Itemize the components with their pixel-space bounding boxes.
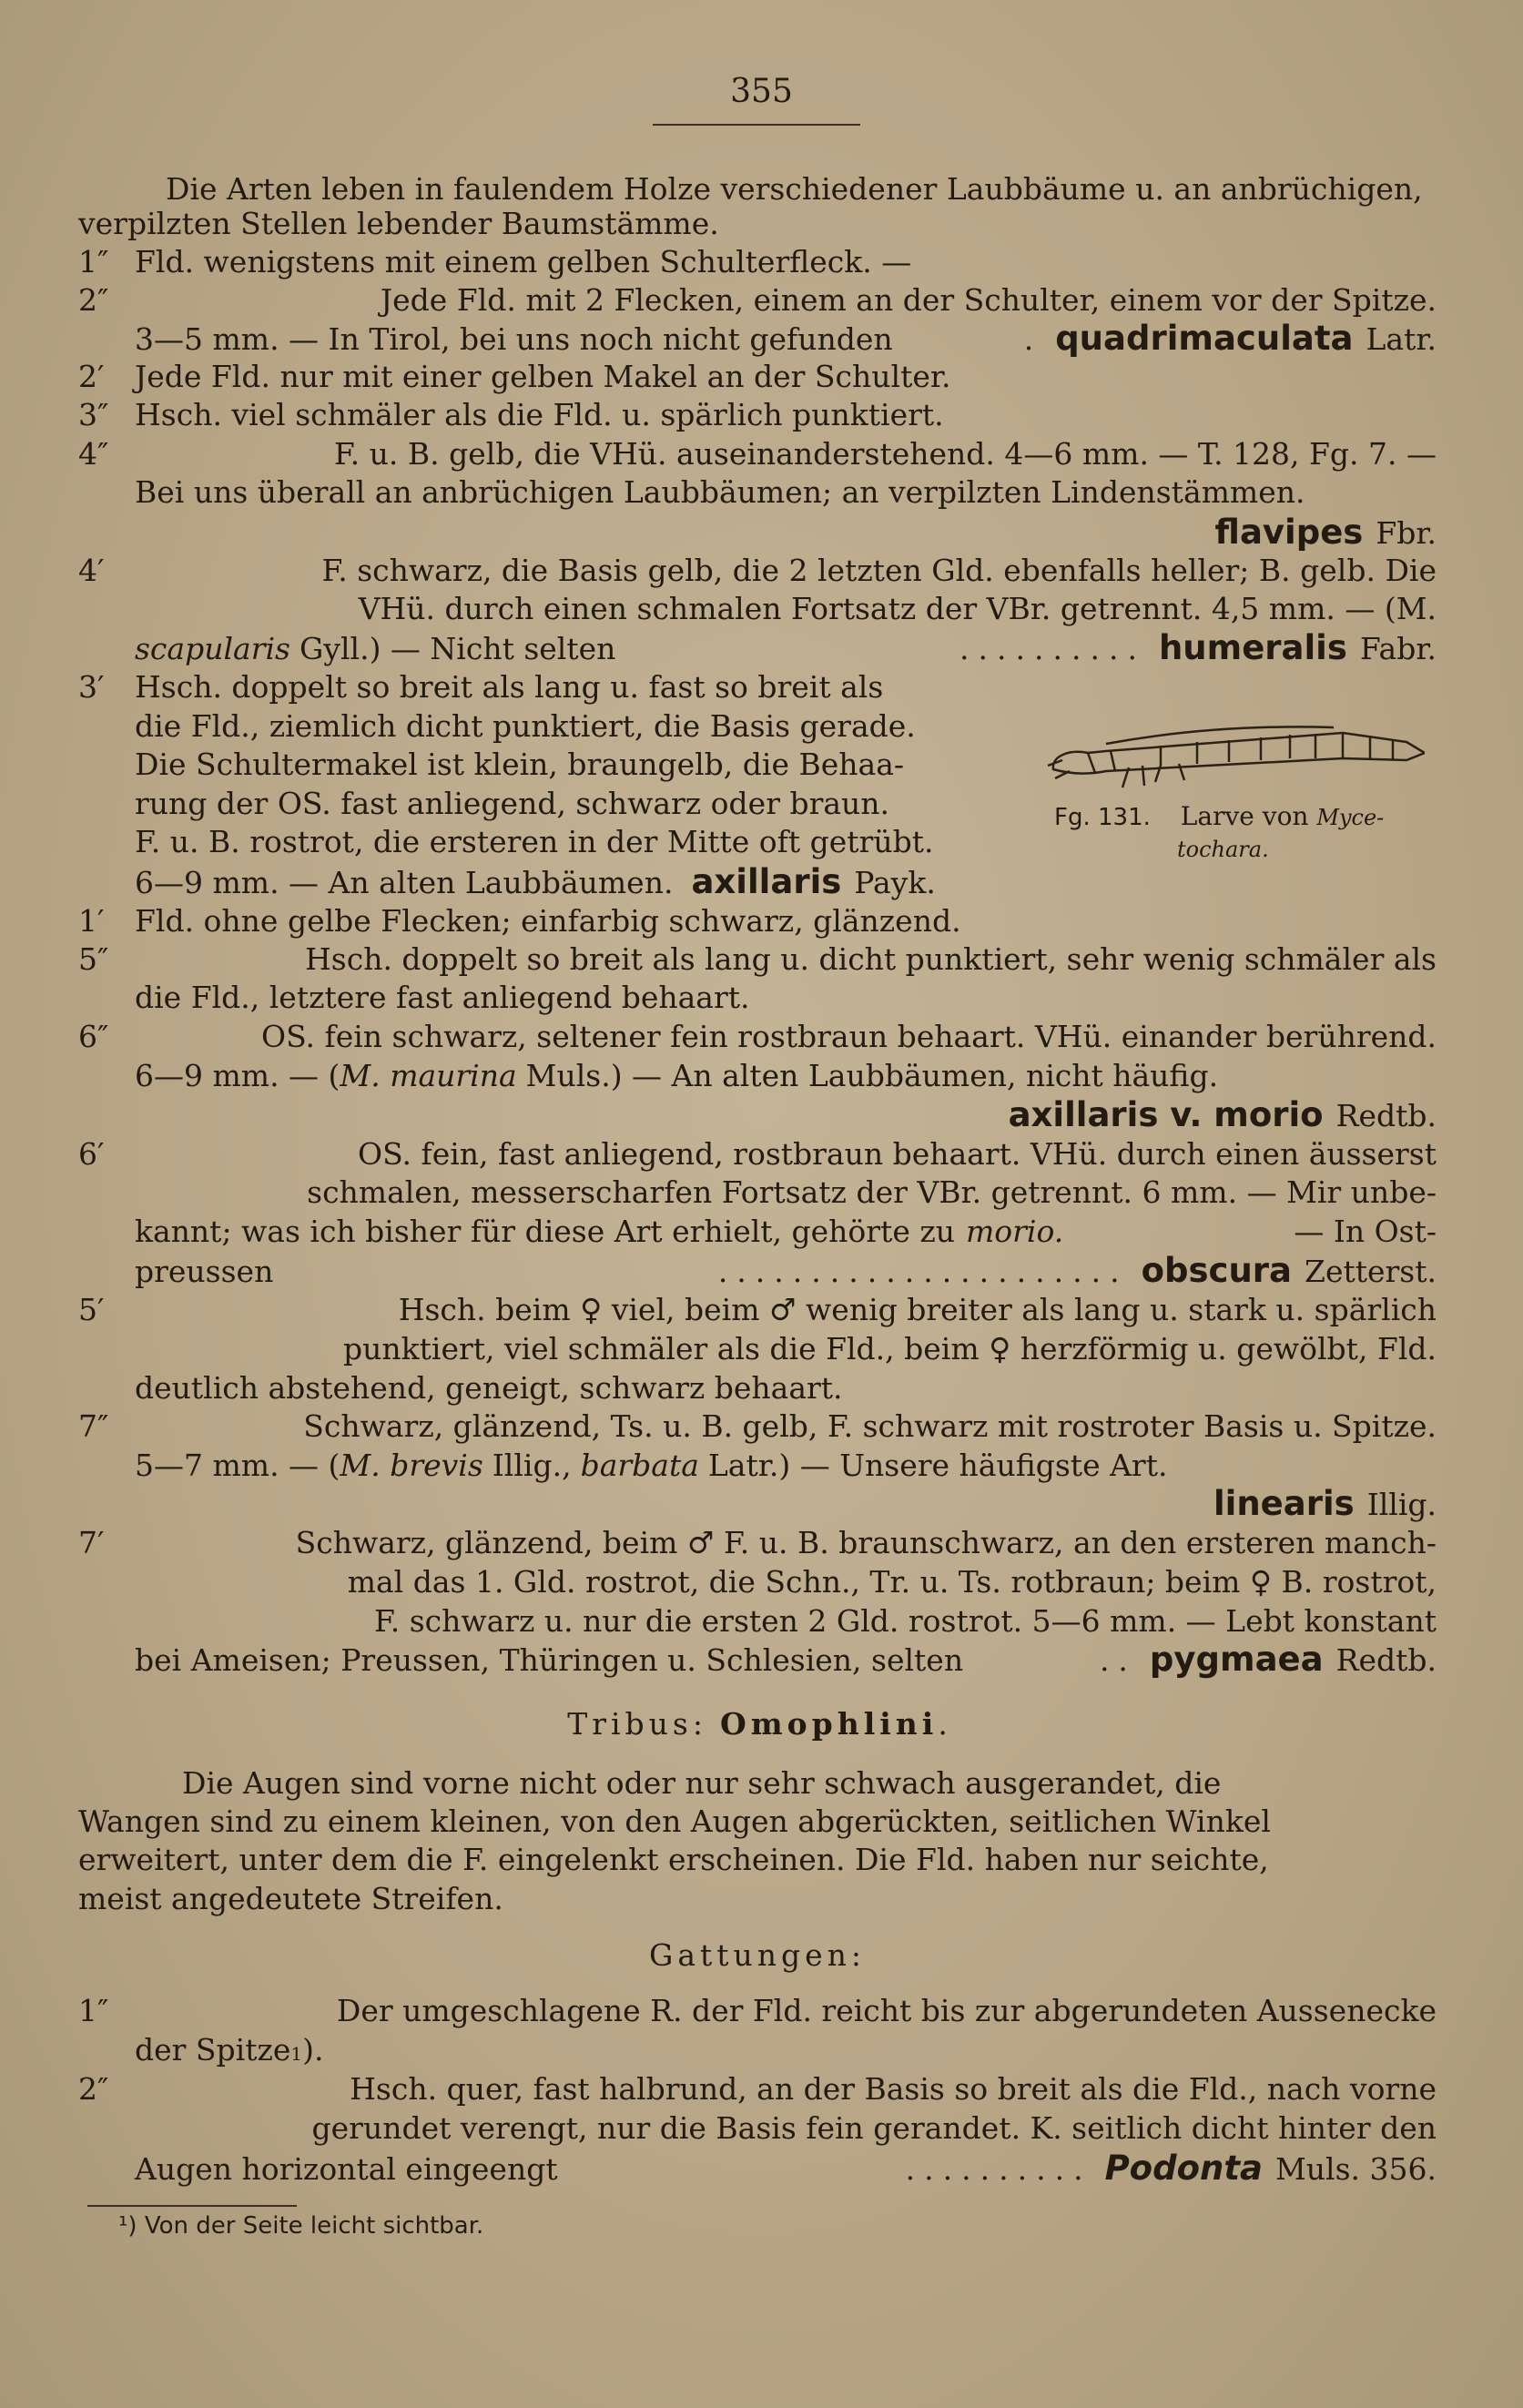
key-text: 6—9 mm. — An alten Laubbäumen. bbox=[135, 865, 674, 900]
couplet-number: 2″ bbox=[78, 282, 109, 318]
couplet-number: 5″ bbox=[78, 941, 109, 977]
key-line bbox=[78, 1523, 1437, 1563]
key-text: F. u. B. gelb, die VHü. auseinanderstehend. 4—6 mm. — T. 128, Fg. 7. — bbox=[333, 436, 1437, 472]
couplet-number: 3′ bbox=[78, 669, 105, 705]
species-author: Redtb. bbox=[1335, 1098, 1437, 1133]
key-text: F. schwarz u. nur die ersten 2 Gld. rostrot. 5—6 mm. — Lebt konstant bbox=[373, 1603, 1437, 1639]
tribus-desc-line bbox=[78, 1879, 1437, 1919]
key-text: gerundet verengt, nur die Basis fein gerandet. K. seitlich dicht hinter den bbox=[311, 2110, 1437, 2146]
key-text: Schwarz, glänzend, beim ♂ F. u. B. braunschwarz, an den ersteren manch- bbox=[295, 1525, 1437, 1560]
key-line bbox=[78, 551, 1437, 591]
key-text: schmalen, messerscharfen Fortsatz der VBr. getrennt. 6 mm. — Mir unbe- bbox=[307, 1174, 1437, 1210]
couplet-number: 6′ bbox=[78, 1136, 105, 1172]
key-text: Die Schultermakel ist klein, braungelb, die Behaa- bbox=[135, 747, 905, 782]
tribus-desc-line bbox=[78, 1763, 1437, 1803]
key-text: rung der OS. fast anliegend, schwarz oder braun. bbox=[135, 786, 890, 821]
couplet-number: 7′ bbox=[78, 1525, 105, 1560]
key-line bbox=[78, 1134, 1437, 1174]
key-line bbox=[78, 434, 1437, 474]
key-line bbox=[78, 1212, 1437, 1252]
key-line bbox=[78, 628, 1437, 668]
tribus-text: Die Augen sind vorne nicht oder nur sehr schwach ausgerandet, die bbox=[182, 1765, 1222, 1801]
tribus-suffix: . bbox=[938, 1706, 948, 1742]
key-text: OS. fein, fast anliegend, rostbraun behaart. VHü. durch einen äusserst bbox=[358, 1136, 1437, 1172]
tribus-name: Omophlini bbox=[719, 1706, 939, 1742]
species-name: humeralis bbox=[1158, 628, 1347, 667]
key-line bbox=[78, 280, 1437, 320]
species-author: Fabr. bbox=[1359, 631, 1437, 666]
key-line bbox=[78, 1251, 1437, 1291]
couplet-number: 6″ bbox=[78, 1019, 109, 1054]
key-text: kannt; was ich bisher für diese Art erhielt, gehörte zu bbox=[135, 1214, 955, 1249]
synonym-italic: barbata bbox=[580, 1448, 699, 1483]
key-line bbox=[78, 1446, 1437, 1486]
genus-key-line bbox=[78, 2108, 1437, 2149]
couplet-number: 4″ bbox=[78, 436, 109, 472]
key-line bbox=[78, 862, 1025, 902]
species-author: Illig. bbox=[1366, 1487, 1437, 1522]
footnote bbox=[118, 2212, 483, 2240]
genus-key-line bbox=[78, 2149, 1437, 2189]
key-line bbox=[78, 513, 1437, 553]
key-text: Jede Fld. mit 2 Flecken, einem an der Schulter, einem vor der Spitze. bbox=[380, 282, 1437, 318]
key-line bbox=[78, 589, 1437, 629]
key-text: 5—7 mm. — ( bbox=[135, 1448, 340, 1483]
couplet-number: 4′ bbox=[78, 553, 105, 588]
key-line bbox=[78, 1095, 1437, 1135]
leader-dots: .......... bbox=[959, 631, 1146, 666]
key-text: Hsch. doppelt so breit als lang u. dicht punktiert, sehr wenig schmäler als bbox=[305, 941, 1437, 977]
figure-label: Fg. 131. bbox=[1054, 804, 1151, 831]
gattungen-heading bbox=[78, 1936, 1437, 1976]
species-name: obscura bbox=[1141, 1251, 1293, 1290]
key-text: F. schwarz, die Basis gelb, die 2 letzten Gld. ebenfalls heller; B. gelb. Die bbox=[321, 553, 1437, 588]
key-text: bei Ameisen; Preussen, Thüringen u. Schlesien, selten bbox=[135, 1642, 964, 1678]
key-text: OS. fein schwarz, seltener fein rostbraun behaart. VHü. einander berührend. bbox=[261, 1019, 1437, 1054]
key-line bbox=[78, 706, 1025, 747]
key-text: Fld. ohne gelbe Flecken; einfarbig schwarz, glänzend. bbox=[135, 903, 961, 939]
key-line bbox=[78, 1562, 1437, 1602]
key-text: mal das 1. Gld. rostrot, die Schn., Tr. u. Ts. rotbraun; beim ♀ B. rostrot, bbox=[347, 1564, 1437, 1600]
key-line bbox=[78, 1601, 1437, 1641]
key-line bbox=[78, 1056, 1437, 1096]
synonym-italic: scapularis bbox=[135, 631, 290, 666]
key-line bbox=[78, 357, 1437, 397]
species-name: pygmaea bbox=[1149, 1640, 1324, 1679]
key-line bbox=[78, 242, 1437, 282]
genus-key-line bbox=[78, 1991, 1437, 2031]
key-text: Augen horizontal eingeengt bbox=[135, 2151, 558, 2187]
genus-author: Muls. 356. bbox=[1275, 2151, 1437, 2187]
key-text: deutlich abstehend, geneigt, schwarz behaart. bbox=[135, 1370, 843, 1406]
intro-text-2: verpilzten Stellen lebender Baumstämme. bbox=[78, 206, 719, 241]
key-text: punktiert, viel schmäler als die Fld., beim ♀ herzförmig u. gewölbt, Fld. bbox=[343, 1331, 1437, 1367]
key-text: Der umgeschlagene R. der Fld. reicht bis zur abgerundeten Aussenecke bbox=[336, 1993, 1437, 2028]
key-line bbox=[78, 901, 1437, 941]
caption-text: Larve von bbox=[1180, 801, 1309, 831]
species-name: axillaris v. morio bbox=[1008, 1095, 1324, 1134]
key-text: — In Ost- bbox=[1294, 1214, 1437, 1249]
key-line bbox=[78, 667, 1025, 707]
caption-genus-end: tochara. bbox=[1177, 837, 1269, 862]
species-author: Fbr. bbox=[1376, 515, 1437, 551]
leader-dots: ...................... bbox=[717, 1254, 1129, 1289]
synonym-italic: morio. bbox=[966, 1214, 1064, 1249]
species-name: quadrimaculata bbox=[1055, 319, 1354, 358]
key-text: Hsch. beim ♀ viel, beim ♂ wenig breiter als lang u. stark u. spärlich bbox=[398, 1292, 1437, 1327]
species-author: Redtb. bbox=[1335, 1642, 1437, 1678]
key-text: Fld. wenigstens mit einem gelben Schulterfleck. — bbox=[135, 244, 912, 279]
key-line bbox=[78, 784, 1025, 824]
key-text: Muls.) — An alten Laubbäumen, nicht häufig. bbox=[525, 1058, 1219, 1093]
footnote-rule bbox=[87, 2205, 297, 2207]
tribus-text: erweitert, unter dem die F. eingelenkt erscheinen. Die Fld. haben nur seichte, bbox=[78, 1842, 1269, 1877]
key-line bbox=[78, 940, 1437, 980]
figure-caption bbox=[1054, 801, 1418, 865]
header-rule bbox=[653, 124, 860, 126]
synonym-italic: M. maurina bbox=[340, 1058, 517, 1093]
caption-genus: Myce- bbox=[1316, 805, 1385, 830]
key-text: Hsch. quer, fast halbrund, an der Basis so breit als die Fld., nach vorne bbox=[350, 2071, 1437, 2107]
tribus-text: meist angedeutete Streifen. bbox=[78, 1881, 503, 1916]
species-author: Payk. bbox=[854, 865, 936, 900]
key-line bbox=[78, 1484, 1437, 1524]
key-line bbox=[78, 395, 1437, 435]
synonym-italic: M. brevis bbox=[340, 1448, 483, 1483]
key-line bbox=[78, 1329, 1437, 1369]
key-text: VHü. durch einen schmalen Fortsatz der VBr. getrennt. 4,5 mm. — (M. bbox=[358, 591, 1437, 626]
gattungen-title: Gattungen: bbox=[648, 1937, 867, 1973]
species-author: Zetterst. bbox=[1305, 1254, 1437, 1289]
intro-text-1: Die Arten leben in faulendem Holze verschiedener Laubbäume u. an anbrüchigen, bbox=[166, 171, 1423, 207]
key-text: die Fld., letztere fast anliegend behaart. bbox=[135, 980, 750, 1015]
tribus-desc-line bbox=[78, 1840, 1437, 1880]
key-text: Hsch. viel schmäler als die Fld. u. spärlich punktiert. bbox=[135, 397, 944, 432]
key-text: Illig., bbox=[492, 1448, 572, 1483]
key-text: preussen bbox=[135, 1254, 274, 1289]
species-name: axillaris bbox=[691, 862, 842, 901]
key-line bbox=[78, 978, 1437, 1018]
couplet-number: 1′ bbox=[78, 903, 105, 939]
genus-key-line bbox=[78, 2030, 1437, 2070]
couplet-number: 1″ bbox=[78, 1993, 109, 2028]
key-line bbox=[78, 319, 1437, 359]
key-text: Bei uns überall an anbrüchigen Laubbäumen; an verpilzten Lindenstämmen. bbox=[135, 474, 1305, 510]
key-text: Jede Fld. nur mit einer gelben Makel an der Schulter. bbox=[135, 359, 951, 394]
key-text: ). bbox=[302, 2032, 324, 2068]
species-name: flavipes bbox=[1214, 513, 1364, 552]
footnote-marker: ¹) bbox=[118, 2212, 137, 2240]
key-text: der Spitze bbox=[135, 2032, 291, 2068]
key-line bbox=[78, 1407, 1437, 1447]
key-line bbox=[78, 1290, 1437, 1330]
key-line bbox=[78, 1368, 1437, 1408]
key-line bbox=[78, 745, 1025, 785]
key-text: Schwarz, glänzend, Ts. u. B. gelb, F. schwarz mit rostroter Basis u. Spitze. bbox=[303, 1408, 1437, 1444]
key-text: Gyll.) — Nicht selten bbox=[299, 631, 616, 666]
key-line bbox=[78, 822, 1025, 862]
key-text: F. u. B. rostrot, die ersteren in der Mitte oft getrübt. bbox=[135, 824, 934, 859]
key-line bbox=[78, 1017, 1437, 1057]
key-text: 6—9 mm. — ( bbox=[135, 1058, 340, 1093]
key-text: 3—5 mm. — In Tirol, bei uns noch nicht gefunden bbox=[135, 321, 893, 357]
tribus-text: Wangen sind zu einem kleinen, von den Augen abgerückten, seitlichen Winkel bbox=[78, 1803, 1271, 1839]
key-text: Latr.) — Unsere häufigste Art. bbox=[707, 1448, 1168, 1483]
leader-dots: . bbox=[1023, 321, 1043, 357]
species-name: linearis bbox=[1213, 1484, 1355, 1523]
couplet-number: 7″ bbox=[78, 1408, 109, 1444]
page-number: 355 bbox=[730, 73, 793, 110]
genus-name: Podonta bbox=[1104, 2149, 1263, 2188]
footnote-ref: 1 bbox=[290, 2043, 303, 2065]
couplet-number: 5′ bbox=[78, 1292, 105, 1327]
couplet-number: 2″ bbox=[78, 2071, 109, 2107]
intro-line-2 bbox=[78, 204, 1437, 244]
species-author: Latr. bbox=[1366, 321, 1437, 357]
key-line bbox=[78, 1640, 1437, 1680]
key-line bbox=[78, 472, 1437, 513]
tribus-heading bbox=[78, 1704, 1437, 1744]
leader-dots: .......... bbox=[905, 2151, 1092, 2187]
key-text: die Fld., ziemlich dicht punktiert, die Basis gerade. bbox=[135, 708, 916, 744]
tribus-desc-line bbox=[78, 1802, 1437, 1842]
couplet-number: 1″ bbox=[78, 244, 109, 279]
tribus-prefix: Tribus: bbox=[567, 1706, 707, 1742]
genus-key-line bbox=[78, 2069, 1437, 2109]
footnote-text: Von der Seite leicht sichtbar. bbox=[144, 2212, 484, 2240]
key-text: Hsch. doppelt so breit als lang u. fast so breit als bbox=[135, 669, 884, 705]
key-line bbox=[78, 1173, 1437, 1213]
couplet-number: 2′ bbox=[78, 359, 105, 394]
couplet-number: 3″ bbox=[78, 397, 109, 432]
leader-dots: .. bbox=[1099, 1642, 1137, 1678]
